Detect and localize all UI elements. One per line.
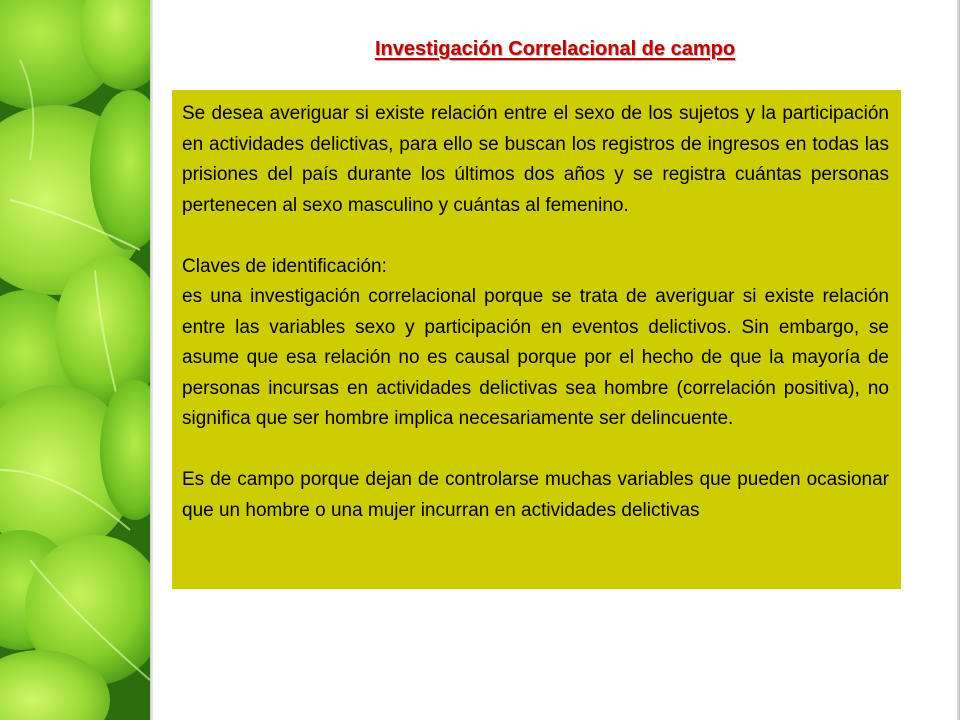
keys-heading: Claves de identificación: [182,255,387,277]
panel-divider [150,0,153,720]
paragraph-field: Es de campo porque dejan de controlarse muchas variables que pueden ocasionar que un hombre o una mujer incurran en actividades delictivas [182,469,889,521]
leaf-background-image [0,0,150,720]
paragraph-gap [182,221,889,252]
paragraph-gap [182,435,889,466]
content-box [172,90,901,589]
paragraph-keys: es una investigación correlacional porque se trata de averiguar si existe relación entre las variables sexo y participación en eventos delictivos. Sin embargo, se asume que esa relación no es causal porque por el hecho de que la mayoría de personas incursas en actividades delictivas sea hombre (correlación positiva), no significa que ser hombre implica necesariamente ser delincuente. [182,286,889,429]
slide-title: Investigación Correlacional de campo [374,38,736,60]
paragraph-intro: Se desea averiguar si existe relación entre el sexo de los sujetos y la participación en actividades delictivas, para ello se buscan los registros de ingresos en todas las prisiones del país durante los últimos dos años y se registra cuántas personas pertenecen al sexo masculino y cuántas al femenino. [182,103,889,216]
